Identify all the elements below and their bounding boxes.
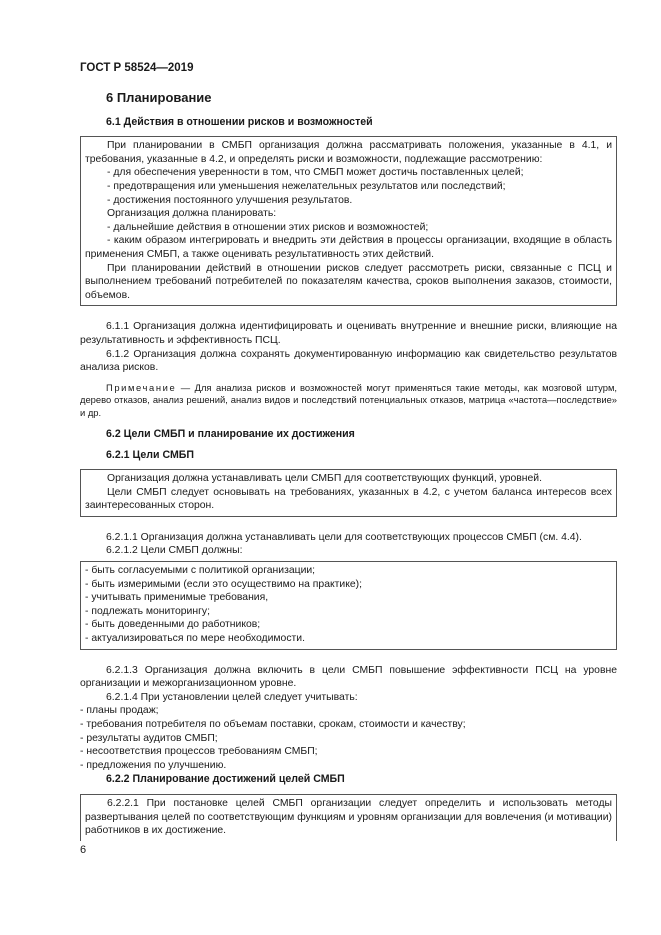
list-item: - предложения по улучшению. — [80, 759, 227, 771]
list-item: - быть измеримыми (если это осуществимо на практике); — [85, 578, 362, 590]
list-item: - быть согласуемыми с политикой организации; — [85, 565, 316, 577]
section-6-title: 6 Планирование — [106, 90, 212, 105]
list-item: - несоответствия процессов требованиям СМБП; — [80, 746, 318, 758]
section-6-2-1-title: 6.2.1 Цели СМБП — [106, 448, 195, 461]
list-item: - быть доведенными до работников; — [85, 619, 261, 631]
section-6-2-2-title: 6.2.2 Планирование достижений целей СМБП — [106, 773, 345, 786]
note-text: — Для анализа рисков и возможностей могут применяться такие методы, как мозговой штурм, дерево отказов, анализ решений, анализ видов и последствий потенциальных отказов, матрица «частота—последствие» и др. — [80, 381, 617, 418]
section-6-1-title: 6.1 Действия в отношении рисков и возможностей — [106, 115, 373, 128]
list-item: - предотвращения или уменьшения нежелательных результатов или последствий; — [107, 180, 506, 192]
list-item: - дальнейшие действия в отношении этих рисков и возможностей; — [107, 221, 429, 233]
box-objectives-para-2: Цели СМБП следует основывать на требованиях, указанных в 4.2, с учетом баланса интересов всех заинтересованных сторон. — [85, 486, 612, 512]
clause-6-2-1-2: 6.2.1.2 Цели СМБП должны: — [106, 545, 243, 557]
box-objectives-para-1: Организация должна устанавливать цели СМБП для соответствующих функций, уровней. — [107, 473, 542, 485]
box-objectives — [80, 469, 617, 517]
clause-6-2-1-1: 6.2.1.1 Организация должна устанавливать цели для соответствующих процессов СМБП (см. 4.4). — [106, 531, 582, 543]
list-item: - учитывать применимые требования, — [85, 592, 269, 604]
box-risks-para-1: При планировании в СМБП организация должна рассматривать положения, указанные в 4.1, и требования, указанные в 4.2, и определять риски и возможности, подлежащие рассмотрению: — [85, 140, 612, 165]
clause-6-2-2-1: 6.2.2.1 При постановке целей СМБП организации следует определить и использовать методы развертывания целей по соответствующим функциям и уровням организации для вовлечения (и мотивации) работников в их достижение. — [85, 797, 612, 837]
document-header: ГОСТ Р 58524—2019 — [80, 62, 194, 74]
section-6-2-title: 6.2 Цели СМБП и планирование их достижения — [106, 427, 355, 440]
list-item: - результаты аудитов СМБП; — [80, 732, 218, 744]
box-risks-para-3: При планировании действий в отношении рисков следует рассмотреть риски, связанные с ПСЦ и выполнением требований потребителей по показателям качества, сроков выполнения заказов, стоимости, объемов. — [85, 262, 612, 301]
page-content — [80, 91, 617, 848]
box-objective-requirements — [80, 561, 617, 650]
clause-6-2-1-3: 6.2.1.3 Организация должна включить в цели СМБП повышение эффективности ПСЦ на уровне организации и межорганизационном уровне. — [80, 664, 617, 690]
clause-6-1-2: 6.1.2 Организация должна сохранять документированную информацию как свидетельство результатов анализа рисков. — [80, 348, 617, 374]
box-planning — [80, 794, 617, 841]
box-risks-para-2: Организация должна планировать: — [107, 208, 277, 220]
box-risks — [80, 136, 617, 306]
note — [80, 382, 617, 419]
list-item: - подлежать мониторингу; — [85, 605, 210, 617]
list-item: - планы продаж; — [80, 705, 159, 717]
list-item: - для обеспечения уверенности в том, что СМБП может достичь поставленных целей; — [107, 167, 524, 179]
list-item: - требования потребителя по объемам поставки, срокам, стоимости и качеству; — [80, 719, 466, 730]
list-item: - каким образом интегрировать и внедрить эти действия в процессы организации, входящие в область применения СМБП, а также оценивать результативность этих действий. — [85, 235, 612, 260]
list-item: - актуализироваться по мере необходимости. — [85, 633, 305, 645]
page-number: 6 — [80, 844, 87, 856]
clause-6-1-1: 6.1.1 Организация должна идентифицировать и оценивать внутренние и внешние риски, влияющие на результативность и эффективность ПСЦ. — [80, 321, 617, 346]
clause-6-2-1-4: 6.2.1.4 При установлении целей следует учитывать: — [106, 691, 358, 703]
note-label: Примечание — [106, 381, 177, 393]
list-item: - достижения постоянного улучшения результатов. — [107, 194, 353, 206]
